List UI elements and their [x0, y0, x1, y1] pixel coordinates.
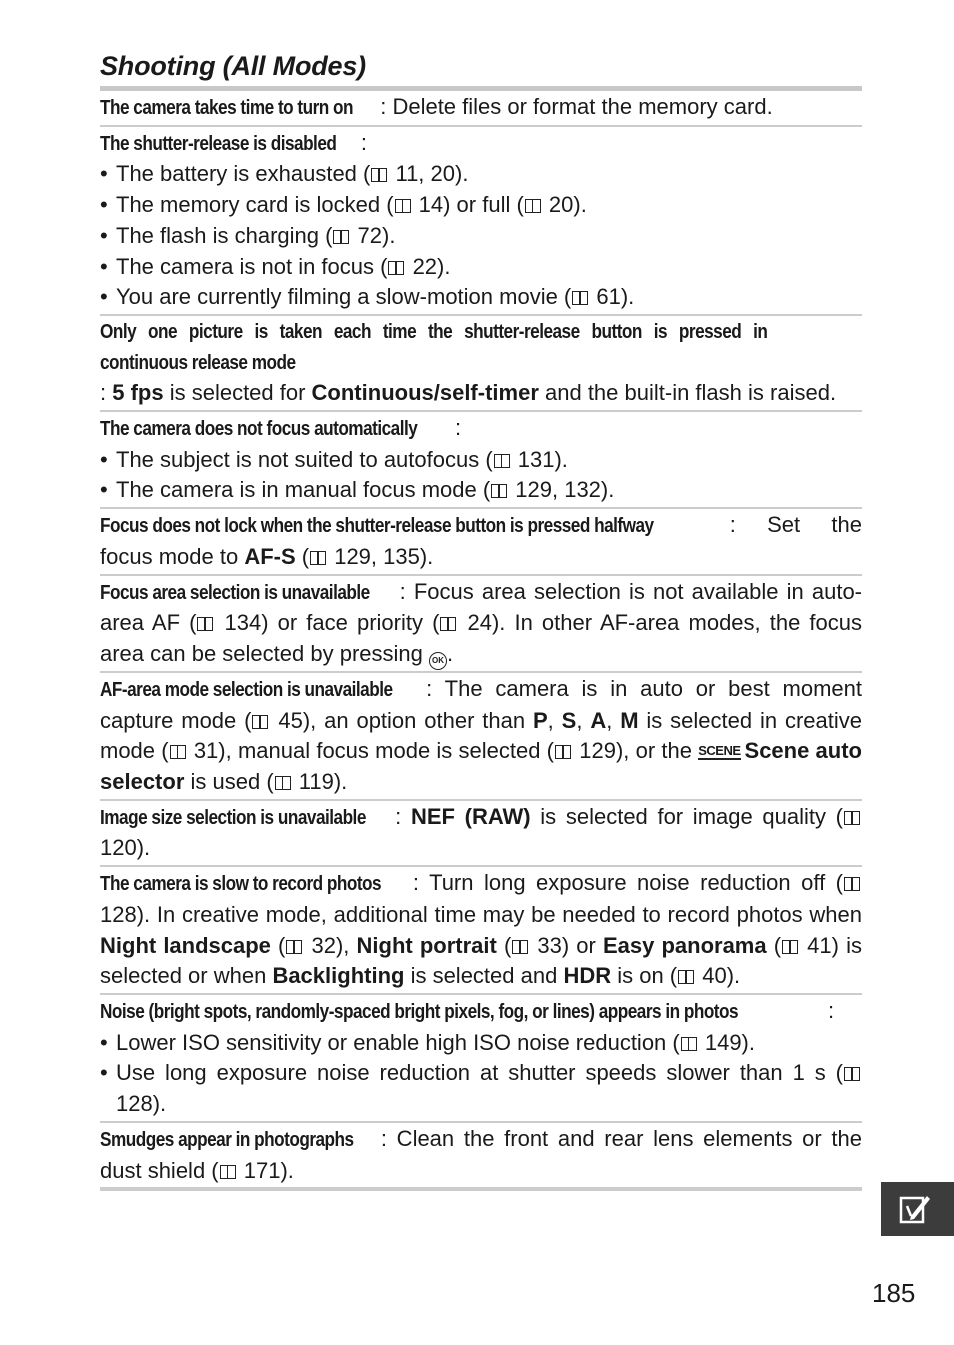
list-item: • The memory card is locked ( 14) or full ( 20). [100, 190, 862, 221]
book-icon [388, 261, 404, 275]
page-content [100, 48, 862, 1191]
book-icon [844, 811, 860, 825]
book-icon [395, 199, 411, 213]
entry-heading: The camera takes time to turn on [100, 97, 354, 119]
list-item: • The camera is in manual focus mode ( 129, 132). [100, 475, 862, 506]
entry-turn-on: The camera takes time to turn on : Delete files or format the memory card. [100, 91, 862, 127]
entry-heading: Image size selection is unavailable [100, 806, 366, 829]
entry-heading: AF-area mode selection is unavailable [100, 678, 393, 701]
book-icon [286, 940, 302, 954]
section-title: Shooting (All Modes) [100, 51, 366, 81]
troubleshooting-icon [899, 1192, 935, 1226]
book-icon [197, 617, 213, 631]
book-icon [440, 617, 456, 631]
entry-heading: Only one picture is taken each time the shutter-release button is pressed in continuous release mode [100, 320, 768, 374]
list-item: • The subject is not suited to autofocus ( 131). [100, 445, 862, 476]
book-icon [170, 745, 186, 759]
entry-heading: Noise (bright spots, randomly-spaced bright pixels, fog, or lines) appears in photos [100, 1000, 739, 1023]
entry-noise: Noise (bright spots, randomly-spaced bright pixels, fog, or lines) appears in photos : • Lower ISO sensitivity or enable high ISO noise reduction ( 149). • Use long exposure noise reduction at shutter speeds slower than 1 s ( 128). [100, 995, 862, 1123]
list-item: • Lower ISO sensitivity or enable high ISO noise reduction ( 149). [100, 1028, 862, 1059]
entry-slow-record: The camera is slow to record photos : Turn long exposure noise reduction off ( 128). In creative mode, additional time may be needed to record photos when Night landscape ( 32), Night portrait ( 33) or Easy panorama ( 41) is selected or when Backlighting is selected and HDR is on ( 40). [100, 867, 862, 995]
list-item: • You are currently filming a slow-motion movie ( 61). [100, 282, 862, 313]
list-item: • The camera is not in focus ( 22). [100, 252, 862, 283]
entry-heading: Focus area selection is unavailable [100, 581, 370, 604]
book-icon [310, 551, 326, 565]
entry-focus-area: Focus area selection is unavailable : Focus area selection is not available in auto-area AF ( 134) or face priority ( 24). In other AF-area modes, the focus area can be selected by pressing OK . [100, 576, 862, 673]
book-icon [494, 454, 510, 468]
book-icon [371, 168, 387, 182]
book-icon [844, 877, 860, 891]
entry-no-autofocus: The camera does not focus automatically : • The subject is not suited to autofocus ( 131). • The camera is in manual focus mode ( 129, 132). [100, 412, 862, 509]
entry-focus-lock: Focus does not lock when the shutter-release button is pressed halfway : Set the focus mode to AF-S ( 129, 135). [100, 509, 862, 575]
troubleshooting-tab [881, 1182, 954, 1236]
book-icon [252, 715, 268, 729]
entry-image-size: Image size selection is unavailable : NEF (RAW) is selected for image quality ( 120). [100, 801, 862, 867]
book-icon [555, 745, 571, 759]
book-icon [275, 776, 291, 790]
book-icon [681, 1037, 697, 1051]
entry-heading: The camera is slow to record photos [100, 873, 382, 896]
entry-heading: The camera does not focus automatically [100, 418, 418, 441]
book-icon [333, 230, 349, 244]
book-icon [491, 484, 507, 498]
book-icon [844, 1067, 860, 1081]
book-icon [525, 199, 541, 213]
entry-heading: Smudges appear in photographs [100, 1128, 354, 1151]
page-number: 185 [872, 1278, 916, 1308]
scene-auto-icon: SCENE [698, 743, 741, 759]
entry-continuous: Only one picture is taken each time the shutter-release button is pressed in continuous release mode: 5 fps is selected for Continuous/self-timer and the built-in flash is raised. [100, 316, 862, 412]
book-icon [782, 940, 798, 954]
ok-button-icon: OK [429, 652, 447, 670]
entry-heading: Focus does not lock when the shutter-release button is pressed halfway [100, 515, 654, 538]
list-item: • Use long exposure noise reduction at shutter speeds slower than 1 s ( 128). [100, 1058, 862, 1119]
entry-af-area-mode: AF-area mode selection is unavailable : The camera is in auto or best moment capture mode ( 45), an option other than P, S, A, M is selected in creative mode ( 31), manual focus mode is selected ( 129), or the SCENE Scene auto selector is used ( 119). [100, 673, 862, 801]
book-icon [678, 970, 694, 984]
entry-smudges: Smudges appear in photographs : Clean the front and rear lens elements or the dust shield ( 171). [100, 1123, 862, 1191]
list-item: • The flash is charging ( 72). [100, 221, 862, 252]
list-item: • The battery is exhausted ( 11, 20). [100, 159, 862, 190]
book-icon [512, 940, 528, 954]
entry-shutter-disabled: The shutter-release is disabled : • The battery is exhausted ( 11, 20). • The memory card is locked ( 14) or full ( 20). • The flash is charging ( 72). • The camera is not in focus ( 22). • You are currently filming a slow-motion movie ( 61). [100, 127, 862, 316]
entry-heading: The shutter-release is disabled [100, 132, 337, 155]
book-icon [572, 291, 588, 305]
book-icon [220, 1165, 236, 1179]
